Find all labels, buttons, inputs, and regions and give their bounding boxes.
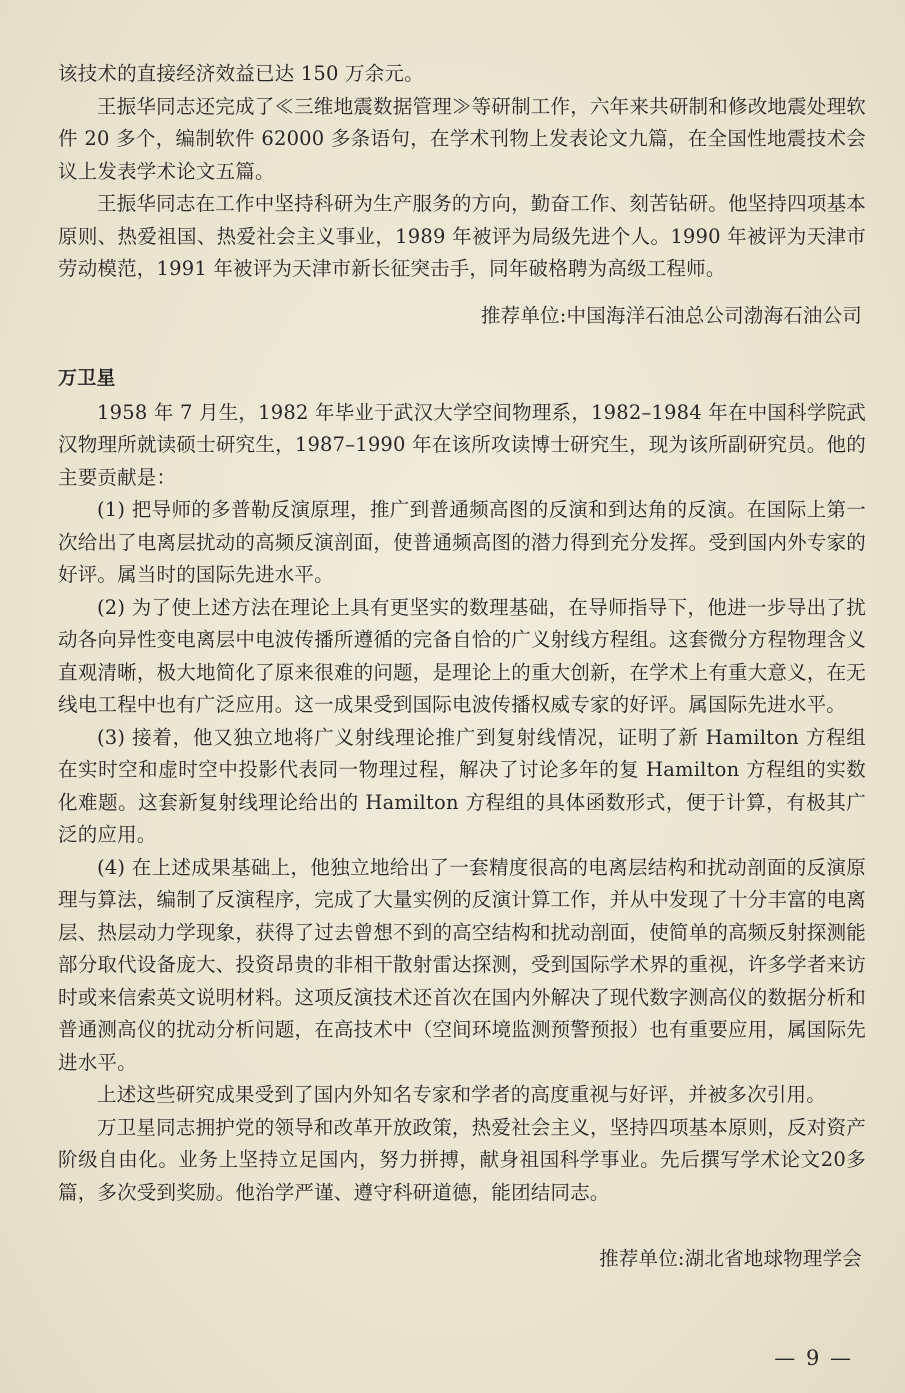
paragraph-b5: (4) 在上述成果基础上，他独立地给出了一套精度很高的电离层结构和扰动剖面的反演原理与算法，编制了反演程序，完成了大量实例的反演计算工作，并从中发现了十分丰富的电离层、热层动力学现象，获得了过去曾想不到的高空结构和扰动剖面，使简单的高频反射探测能部分取代设备庞大、投资昂贵的非相干散射雷达探测，受到国际学术界的重视，许多学者来访时或来信索英文说明材料。这项反演技术还首次在国内外解决了现代数字测高仪的数据分析和普通测高仪的扰动分析问题，在高技术中（空间环境监测预警预报）也有重要应用，属国际先进水平。 <box>58 855 866 1074</box>
paragraph-b6: 上述这些研究成果受到了国内外知名专家和学者的高度重视与好评，并被多次引用。 <box>97 1083 826 1106</box>
spacer <box>58 1209 866 1223</box>
paragraph-b1: 1958 年 7 月生，1982 年毕业于武汉大学空间物理系，1982–1984 年在中国科学院武汉物理所就读硕士研究生，1987–1990 年在该所攻读博士研究生，现为该所副研究员。他的主要贡献是： <box>58 400 866 489</box>
paragraph-b2: (1) 把导师的多普勒反演原理，推广到普通频高图的反演和到达角的反演。在国际上第一次给出了电离层扰动的高频反演剖面，使普通频高图的潜力得到充分发挥。受到国内外专家的好评。属当时的国际先进水平。 <box>58 498 866 586</box>
page-content <box>58 58 866 1276</box>
person-name-heading: 万卫星 <box>58 367 116 389</box>
page-number: — 9 — <box>774 1346 853 1370</box>
recommend-unit-a: 推荐单位:中国海洋石油总公司渤海石油公司 <box>480 303 862 327</box>
paragraph-a1: 该技术的直接经济效益已达 150 万余元。 <box>58 62 424 85</box>
paragraph-b7: 万卫星同志拥护党的领导和改革开放政策，热爱社会主义，坚持四项基本原则，反对资产阶级自由化。业务上坚持立足国内，努力拼搏，献身祖国科学事业。先后撰写学术论文20多篇，多次受到奖励。他治学严谨、遵守科研道德，能团结同志。 <box>58 1115 866 1204</box>
recommend-unit-b: 推荐单位:湖北省地球物理学会 <box>599 1247 862 1270</box>
paragraph-a3: 王振华同志在工作中坚持科研为生产服务的方向，勤奋工作、刻苦钻研。他坚持四项基本原则、热爱祖国、热爱社会主义事业，1989 年被评为局级先进个人。1990 年被评为天津市劳动模范，1991 年被评为天津市新长征突击手，同年破格聘为高级工程师。 <box>58 192 866 280</box>
paragraph-a2: 王振华同志还完成了≪三维地震数据管理≫等研制工作，六年来共研制和修改地震处理软件 20 多个，编制软件 62000 多条语句，在学术刊物上发表论文九篇，在全国性地震技术会议上发表学术论文五篇。 <box>58 94 866 183</box>
paragraph-b4: (3) 接着，他又独立地将广义射线理论推广到复射线情况，证明了新 Hamilton 方程组在实时空和虚时空中投影代表同一物理过程，解决了讨论多年的复 Hamilton 方程组的实数化难题。这套新复射线理论给出的 Hamilton 方程组的具体函数形式，便于计算，有极其广泛的应用。 <box>58 725 866 846</box>
paragraph-b3: (2) 为了使上述方法在理论上具有更坚实的数理基础，在导师指导下，他进一步导出了扰动各向异性变电离层中电波传播所遵循的完备自恰的广义射线方程组。这套微分方程物理含义直观清晰，极大地简化了原来很难的问题，是理论上的重大创新，在学术上有重大意义，在无线电工程中也有广泛应用。这一成果受到国际电波传播权威专家的好评。属国际先进水平。 <box>58 595 866 716</box>
